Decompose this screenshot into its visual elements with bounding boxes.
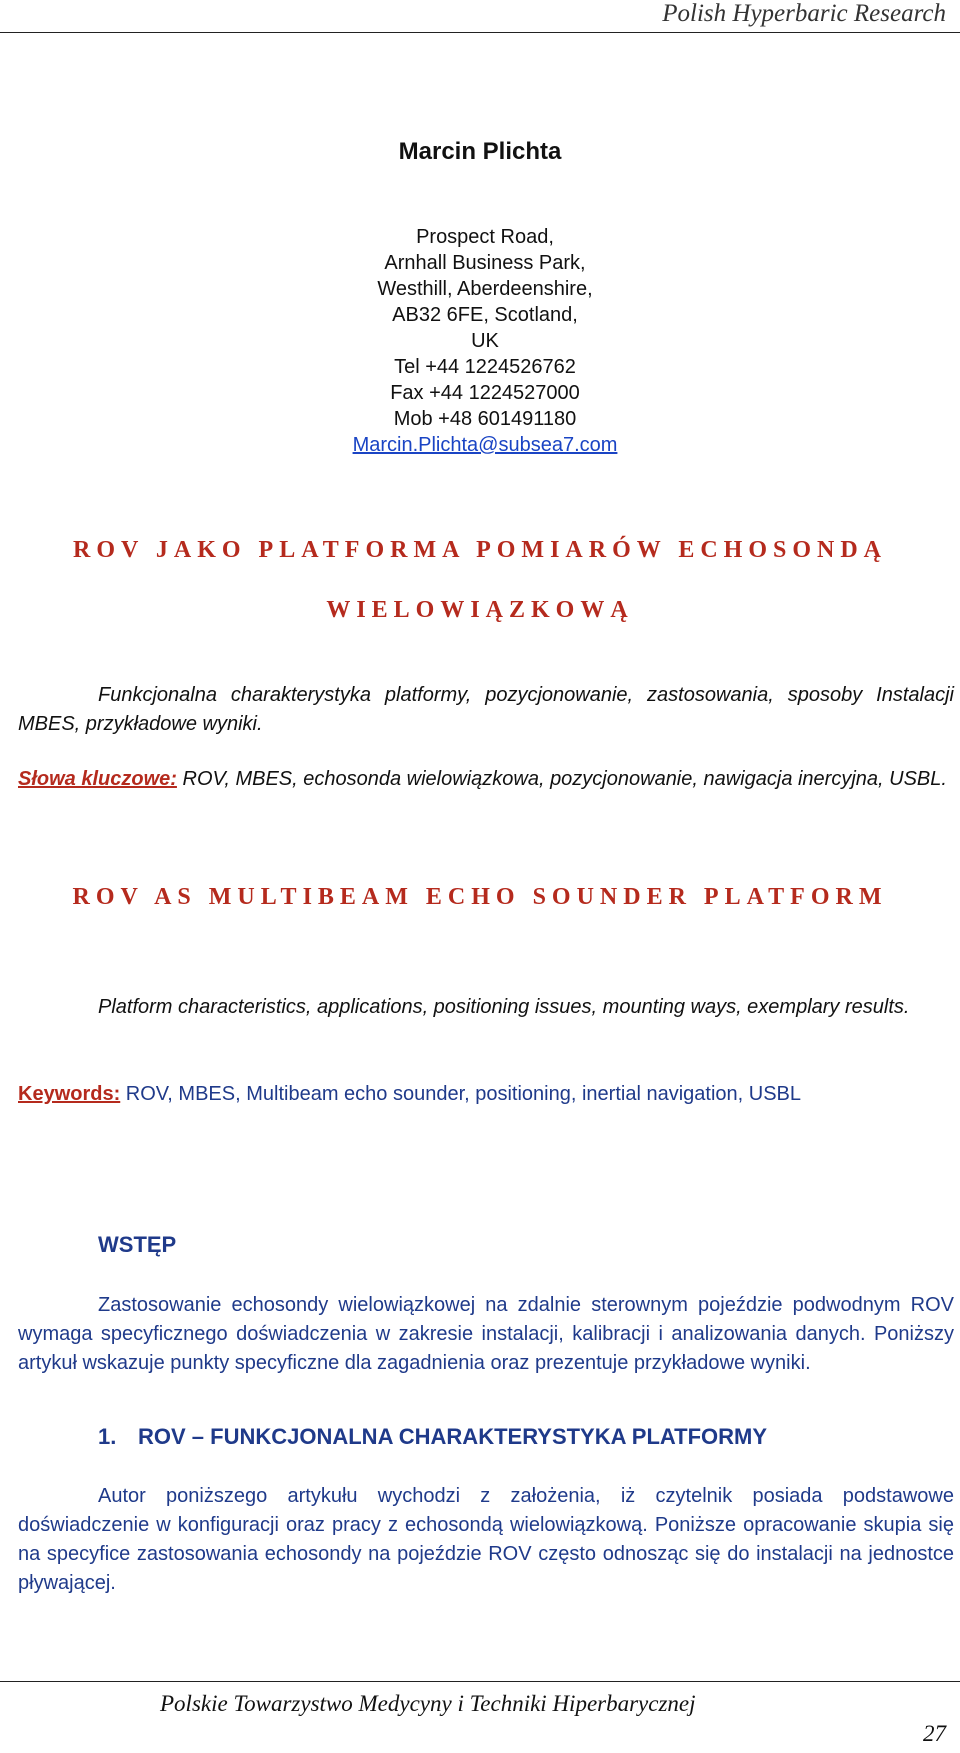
section-1-text: Autor poniższego artykułu wychodzi z założenia, iż czytelnik posiada podstawowe doświadczenie w konfiguracji oraz pracy z echosondą wielowiązkową. Poniższe opracowanie skupia się na specyfice zastosowania echosondy na pojeździe ROV często odnosząc się do instalacji na jednostce pływającej. bbox=[18, 1485, 954, 1594]
intro-text: Zastosowanie echosondy wielowiązkowej na zdalnie sterownym pojeździe podwodnym ROV wymaga specyficznego doświadczenia w zakresie instalacji, kalibracji i analizowania danych. Poniższy artykuł wskazuje punkty specyficzne dla zagadnienia oraz prezentuje przykładowe wyniki. bbox=[18, 1294, 954, 1374]
address-line: Arnhall Business Park, bbox=[384, 252, 586, 274]
mobile-line: Mob +48 601491180 bbox=[393, 408, 577, 430]
section-1-heading bbox=[98, 1424, 767, 1450]
email-link[interactable]: Marcin.Plichta@subsea7.com bbox=[352, 434, 618, 456]
page-number: 27 bbox=[923, 1721, 946, 1746]
address-line: Westhill, Aberdeenshire, bbox=[377, 278, 593, 300]
section-1-paragraph bbox=[18, 1482, 954, 1598]
keywords-english-label: Keywords: bbox=[18, 1083, 121, 1105]
author-name: Marcin Plichta bbox=[398, 138, 562, 165]
fax-line: Fax +44 1224527000 bbox=[390, 382, 580, 404]
keywords-polish-label: Słowa kluczowe: bbox=[18, 768, 177, 790]
intro-heading: WSTĘP bbox=[98, 1232, 177, 1257]
section-1-title: ROV – FUNKCJONALNA CHARAKTERYSTYKA PLATFORMY bbox=[138, 1424, 768, 1449]
page-header bbox=[0, 0, 960, 33]
address-line: Prospect Road, bbox=[416, 226, 554, 248]
keywords-english-text: ROV, MBES, Multibeam echo sounder, positioning, inertial navigation, USBL bbox=[120, 1083, 801, 1105]
journal-title: Polish Hyperbaric Research bbox=[662, 0, 946, 27]
keywords-polish-text: ROV, MBES, echosonda wielowiązkowa, pozycjonowanie, nawigacja inercyjna, USBL. bbox=[176, 768, 947, 790]
keywords-english bbox=[18, 1080, 954, 1109]
keywords-polish bbox=[18, 765, 954, 794]
title-polish-line2: WIELOWIĄZKOWĄ bbox=[326, 597, 634, 623]
abstract-english bbox=[18, 993, 954, 1022]
intro-paragraph bbox=[18, 1291, 954, 1378]
phone-line: Tel +44 1224526762 bbox=[394, 356, 576, 378]
title-polish-line1: ROV JAKO PLATFORMA POMIARÓW ECHOSONDĄ bbox=[72, 537, 888, 563]
abstract-polish bbox=[18, 681, 954, 739]
address-line: AB32 6FE, Scotland, bbox=[392, 304, 578, 326]
footer-society: Polskie Towarzystwo Medycyny i Techniki Hiperbarycznej bbox=[160, 1691, 696, 1716]
address-line: UK bbox=[471, 330, 499, 352]
title-english: ROV AS MULTIBEAM ECHO SOUNDER PLATFORM bbox=[72, 884, 888, 910]
abstract-english-text: Platform characteristics, applications, positioning issues, mounting ways, exemplary results. bbox=[98, 996, 910, 1018]
author-address bbox=[0, 224, 960, 458]
abstract-polish-text: Funkcjonalna charakterystyka platformy, pozycjonowanie, zastosowania, sposoby Instalacji MBES, przykładowe wyniki. bbox=[18, 684, 954, 735]
title-polish bbox=[0, 520, 960, 640]
footer-divider bbox=[0, 1681, 960, 1682]
section-1-number: 1. bbox=[98, 1424, 117, 1449]
